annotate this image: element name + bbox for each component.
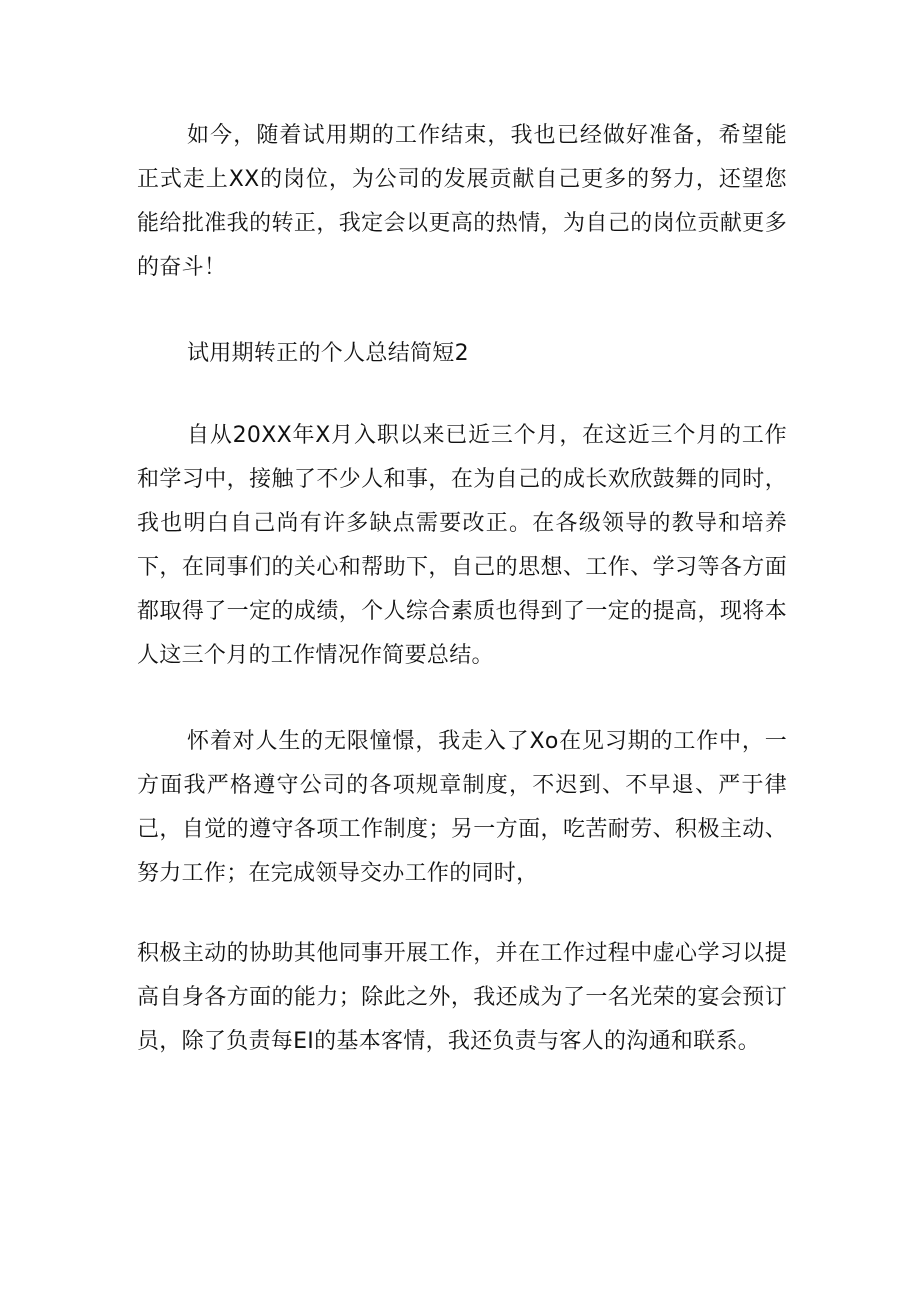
paragraph-1: 如今，随着试用期的工作结束，我也已经做好准备，希望能正式走上XX的岗位，为公司的发展贡献自己更多的努力，还望您能给批准我的转正，我定会以更高的热情，为自己的岗位贡献更多的奋斗！ (137, 123, 787, 280)
section-title: 试用期转正的个人总结简短2 (187, 341, 469, 366)
paragraph-2: 自从20XX年X月入职以来已近三个月，在这近三个月的工作和学习中，接触了不少人和事，在为自己的成长欢欣鼓舞的同时，我也明白自己尚有许多缺点需要改正。在各级领导的教导和培养下，在同事们的关心和帮助下，自己的思想、工作、学习等各方面都取得了一定的成绩，个人综合素质也得到了一定的提高，现将本人这三个月的工作情况作简要总结。 (137, 423, 787, 668)
paragraph-3: 怀着对人生的无限憧憬，我走入了Xo在见习期的工作中，一方面我严格遵守公司的各项规章制度，不迟到、不早退、严于律己，自觉的遵守各项工作制度；另一方面，吃苦耐劳、积极主动、努力工作；在完成领导交办工作的同时， (137, 729, 787, 886)
paragraph-4: 积极主动的协助其他同事开展工作，并在工作过程中虚心学习以提高自身各方面的能力；除此之外，我还成为了一名光荣的宴会预订员，除了负责每EI的基本客情，我还负责与客人的沟通和联系。 (137, 941, 787, 1054)
